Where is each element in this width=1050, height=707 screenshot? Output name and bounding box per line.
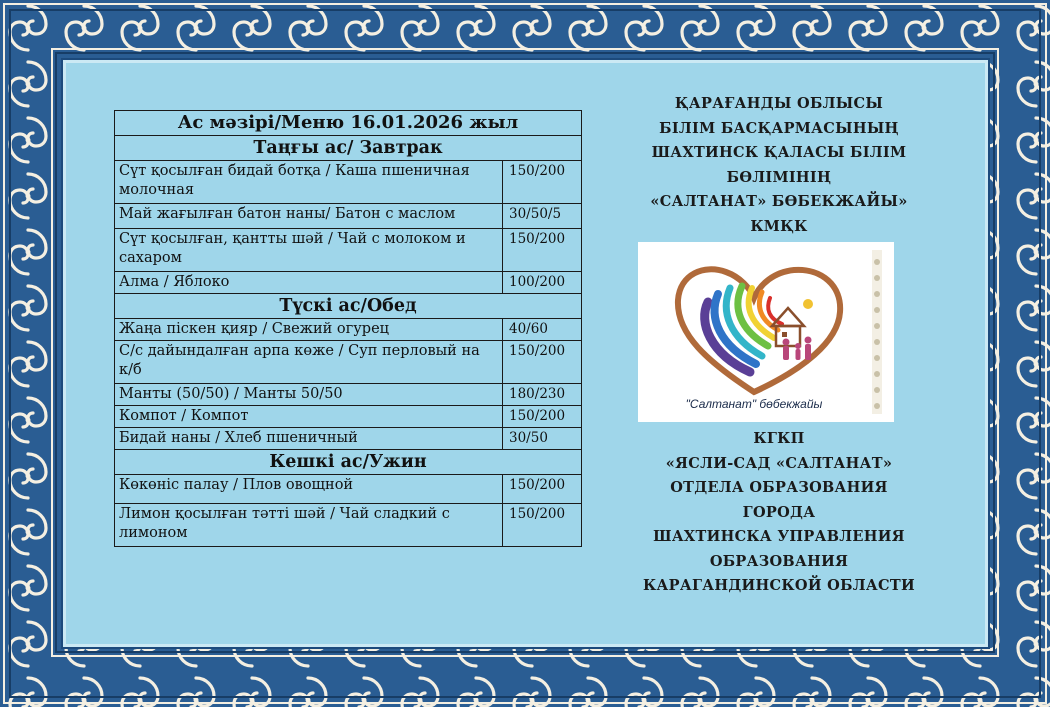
menu-item-qty: 30/50 — [503, 428, 582, 450]
menu-item-qty: 150/200 — [503, 341, 582, 384]
kindergarten-heart-logo-icon — [638, 242, 894, 422]
menu-item-name: Компот / Компот — [115, 406, 503, 428]
menu-item-name: Лимон қосылған тәтті шәй / Чай сладкий с лимоном — [115, 504, 503, 547]
logo-caption: "Салтанат" бөбекжайы — [685, 397, 823, 411]
menu-item-name: С/с дайындалған арпа көже / Суп перловый на к/б — [115, 341, 503, 384]
menu-table — [114, 110, 582, 547]
menu-item-qty: 150/200 — [503, 161, 582, 204]
org-kz-line: БІЛІМ БАСҚАРМАСЫНЫҢ — [659, 119, 899, 137]
org-kz-line: ШАХТИНСК ҚАЛАСЫ БІЛІМ — [651, 144, 907, 161]
menu-title: Ас мәзірі/Меню 16.01.2026 жыл — [115, 111, 582, 136]
menu-item-name: Сүт қосылған, қантты шәй / Чай с молоком и сахаром — [115, 229, 503, 272]
menu-item-name: Алма / Яблоко — [115, 272, 503, 294]
org-ru-line: КГКП — [753, 430, 805, 447]
org-name-russian — [620, 427, 938, 599]
org-ru-line: «ЯСЛИ-САД «САЛТАНАТ» — [665, 454, 893, 472]
menu-item-name: Манты (50/50) / Манты 50/50 — [115, 384, 503, 406]
menu-item-name: Сүт қосылған бидай ботқа / Каша пшеничная молочная — [115, 161, 503, 204]
org-kz-line: КМҚК — [750, 217, 808, 235]
kindergarten-logo — [638, 242, 894, 422]
org-ru-line: КАРАГАНДИНСКОЙ ОБЛАСТИ — [643, 577, 915, 594]
org-name-kazakh — [620, 92, 938, 239]
menu-item-qty: 30/50/5 — [503, 204, 582, 229]
org-kz-line: ҚАРАҒАНДЫ ОБЛЫСЫ — [674, 95, 884, 112]
org-ru-line: ОБРАЗОВАНИЯ — [709, 552, 849, 570]
section-lunch-heading: Түскі ас/Обед — [115, 294, 582, 319]
menu-item-qty: 150/200 — [503, 475, 582, 504]
org-ru-line: ГОРОДА — [742, 503, 816, 521]
menu-item-name: Көкөніс палау / Плов овощной — [115, 475, 503, 504]
menu-item-qty: 100/200 — [503, 272, 582, 294]
menu-item-qty: 150/200 — [503, 406, 582, 428]
menu-item-qty: 180/230 — [503, 384, 582, 406]
section-dinner-heading: Кешкі ас/Ужин — [115, 450, 582, 475]
menu-item-qty: 150/200 — [503, 229, 582, 272]
menu-item-name: Май жағылған батон наны/ Батон с маслом — [115, 204, 503, 229]
org-kz-line: БӨЛІМІНІҢ — [726, 168, 832, 186]
section-breakfast-heading: Таңғы ас/ Завтрак — [115, 136, 582, 161]
org-ru-line: ОТДЕЛА ОБРАЗОВАНИЯ — [670, 479, 888, 496]
menu-item-qty: 40/60 — [503, 319, 582, 341]
menu-item-name: Бидай наны / Хлеб пшеничный — [115, 428, 503, 450]
menu-item-qty: 150/200 — [503, 504, 582, 547]
org-kz-line: «САЛТАНАТ» БӨБЕКЖАЙЫ» — [650, 193, 908, 210]
menu-item-name: Жаңа піскен қияр / Свежий огурец — [115, 319, 503, 341]
org-ru-line: ШАХТИНСКА УПРАВЛЕНИЯ — [653, 528, 905, 545]
